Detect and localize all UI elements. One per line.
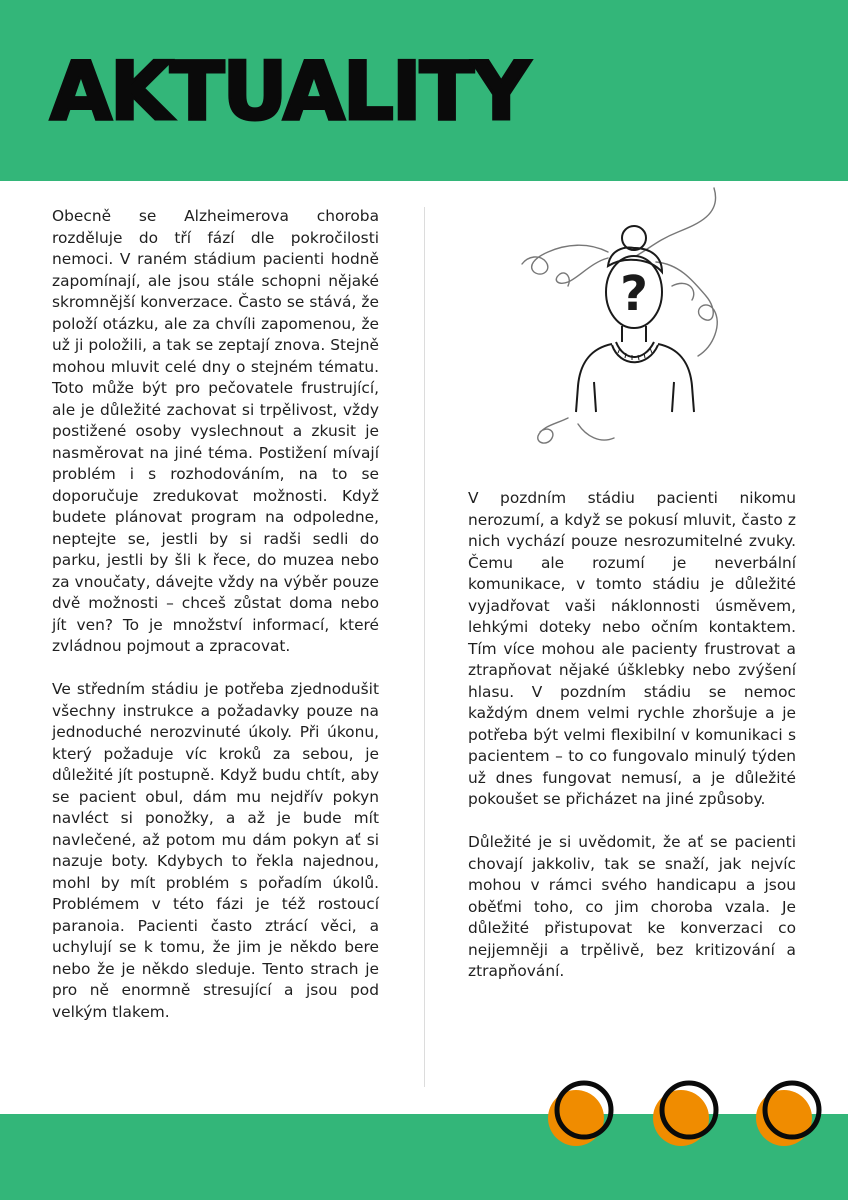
sweater-collar bbox=[616, 342, 654, 357]
left-shoulder-arm bbox=[576, 344, 612, 412]
paragraph-late-stage: V pozdním stádiu pacienti nikomu nerozumí, a když se pokusí mluvit, často z nich vychází pouze nesrozumitelné zvuky. Čemu ale rozumí je neverbální komunikace, v tomto stádiu je důležité vyjadřovat vaši náklonnosti úsměvem, lehkými doteky nebo očním kontaktem. Tím více mohou ale pacienty frustrovat a ztrapňovat nějaké úšklebky nebo zvýšení hlasu. V pozdním stádiu se nemoc každým dnem velmi rychle zhoršuje a je potřeba být velmi flexibilní v komunikaci s pacientem – to co fungovalo minulý týden už dnes fungovat nemusí, a je důležité pokoušet se přicházet na jiné způsoby. bbox=[468, 489, 796, 808]
page-title: AKTUALITY bbox=[50, 45, 529, 138]
paragraph-middle-stage: Ve středním stádiu je potřeba zjednodušit všechny instrukce a požadavky pouze na jednoduché nerozvinuté úkoly. Při úkonu, který požaduje víc kroků za sebou, je důležité jít postupně. Když budu chtít, aby se pacient obul, dám mu nejdřív pokyn navléct si ponožky, a až je bude mít navlečené, až potom mu dám pokyn ať si nazuje boty. Kdybych to řekla najednou, mohl by mít problém s pořadím úkolů. Problémem v této fázi je též rostoucí paranoia. Pacienti často ztrácí věci, a uchylují se k tomu, že jim je někdo bere nebo že je někdo sleduje. Tento strach je pro ně enormně stresující a jsou pod velkým tlakem. bbox=[52, 680, 379, 1021]
column-divider bbox=[424, 207, 425, 1087]
person-illustration bbox=[508, 186, 738, 448]
right-column bbox=[468, 488, 796, 1004]
footer-band bbox=[0, 1114, 848, 1200]
right-shoulder-arm bbox=[658, 344, 694, 412]
orange-circle-icon bbox=[651, 1080, 719, 1148]
orange-circle-icon bbox=[754, 1080, 822, 1148]
hair-bun bbox=[622, 226, 646, 250]
question-mark-icon: ? bbox=[620, 266, 648, 322]
arm-lines bbox=[594, 382, 674, 412]
paragraph-conclusion: Důležité je si uvědomit, že ať se pacienti chovají jakkoliv, tak se snaží, jak nejvíc mohou v rámci svého handicapu a jsou oběťmi toho, co jim choroba vzala. Je důležité přistupovat ke konverzaci co nejjemněji a trpělivě, bez kritizování a ztrapňování. bbox=[468, 833, 796, 980]
orange-circle-icon bbox=[546, 1080, 614, 1148]
paragraph-early-stage: Obecně se Alzheimerova choroba rozděluje do tří fází dle pokročilosti nemoci. V raném stádium pacienti hodně zapomínají, ale jsou stále schopni nějaké skromnější konverzace. Často se stává, že položí otázku, ale za chvíli zapomenou, že už ji položili, a tak se zeptají znova. Stejně mohou mluvit celé dny o stejném tématu. Toto může být pro pečovatele frustrující, ale je důležité zachovat si trpělivost, vždy postižené osoby vyslechnout a zkusit je nasměrovat na jiné téma. Postižení mívají problém i s rozhodováním, na to se doporučuje zredukovat možnosti. Když budete plánovat program na odpoledne, neptejte se, jestli by si radši sedli do parku, jestli by šli k řece, do muzea nebo za vnoučaty, dávejte vždy na výběr pouze dvě možnosti – chceš zůstat doma nebo jít ven? To je množství informací, které zvládnou pojmout a zpracovat. bbox=[52, 207, 379, 655]
left-column bbox=[52, 206, 379, 1045]
header-band bbox=[0, 0, 848, 181]
